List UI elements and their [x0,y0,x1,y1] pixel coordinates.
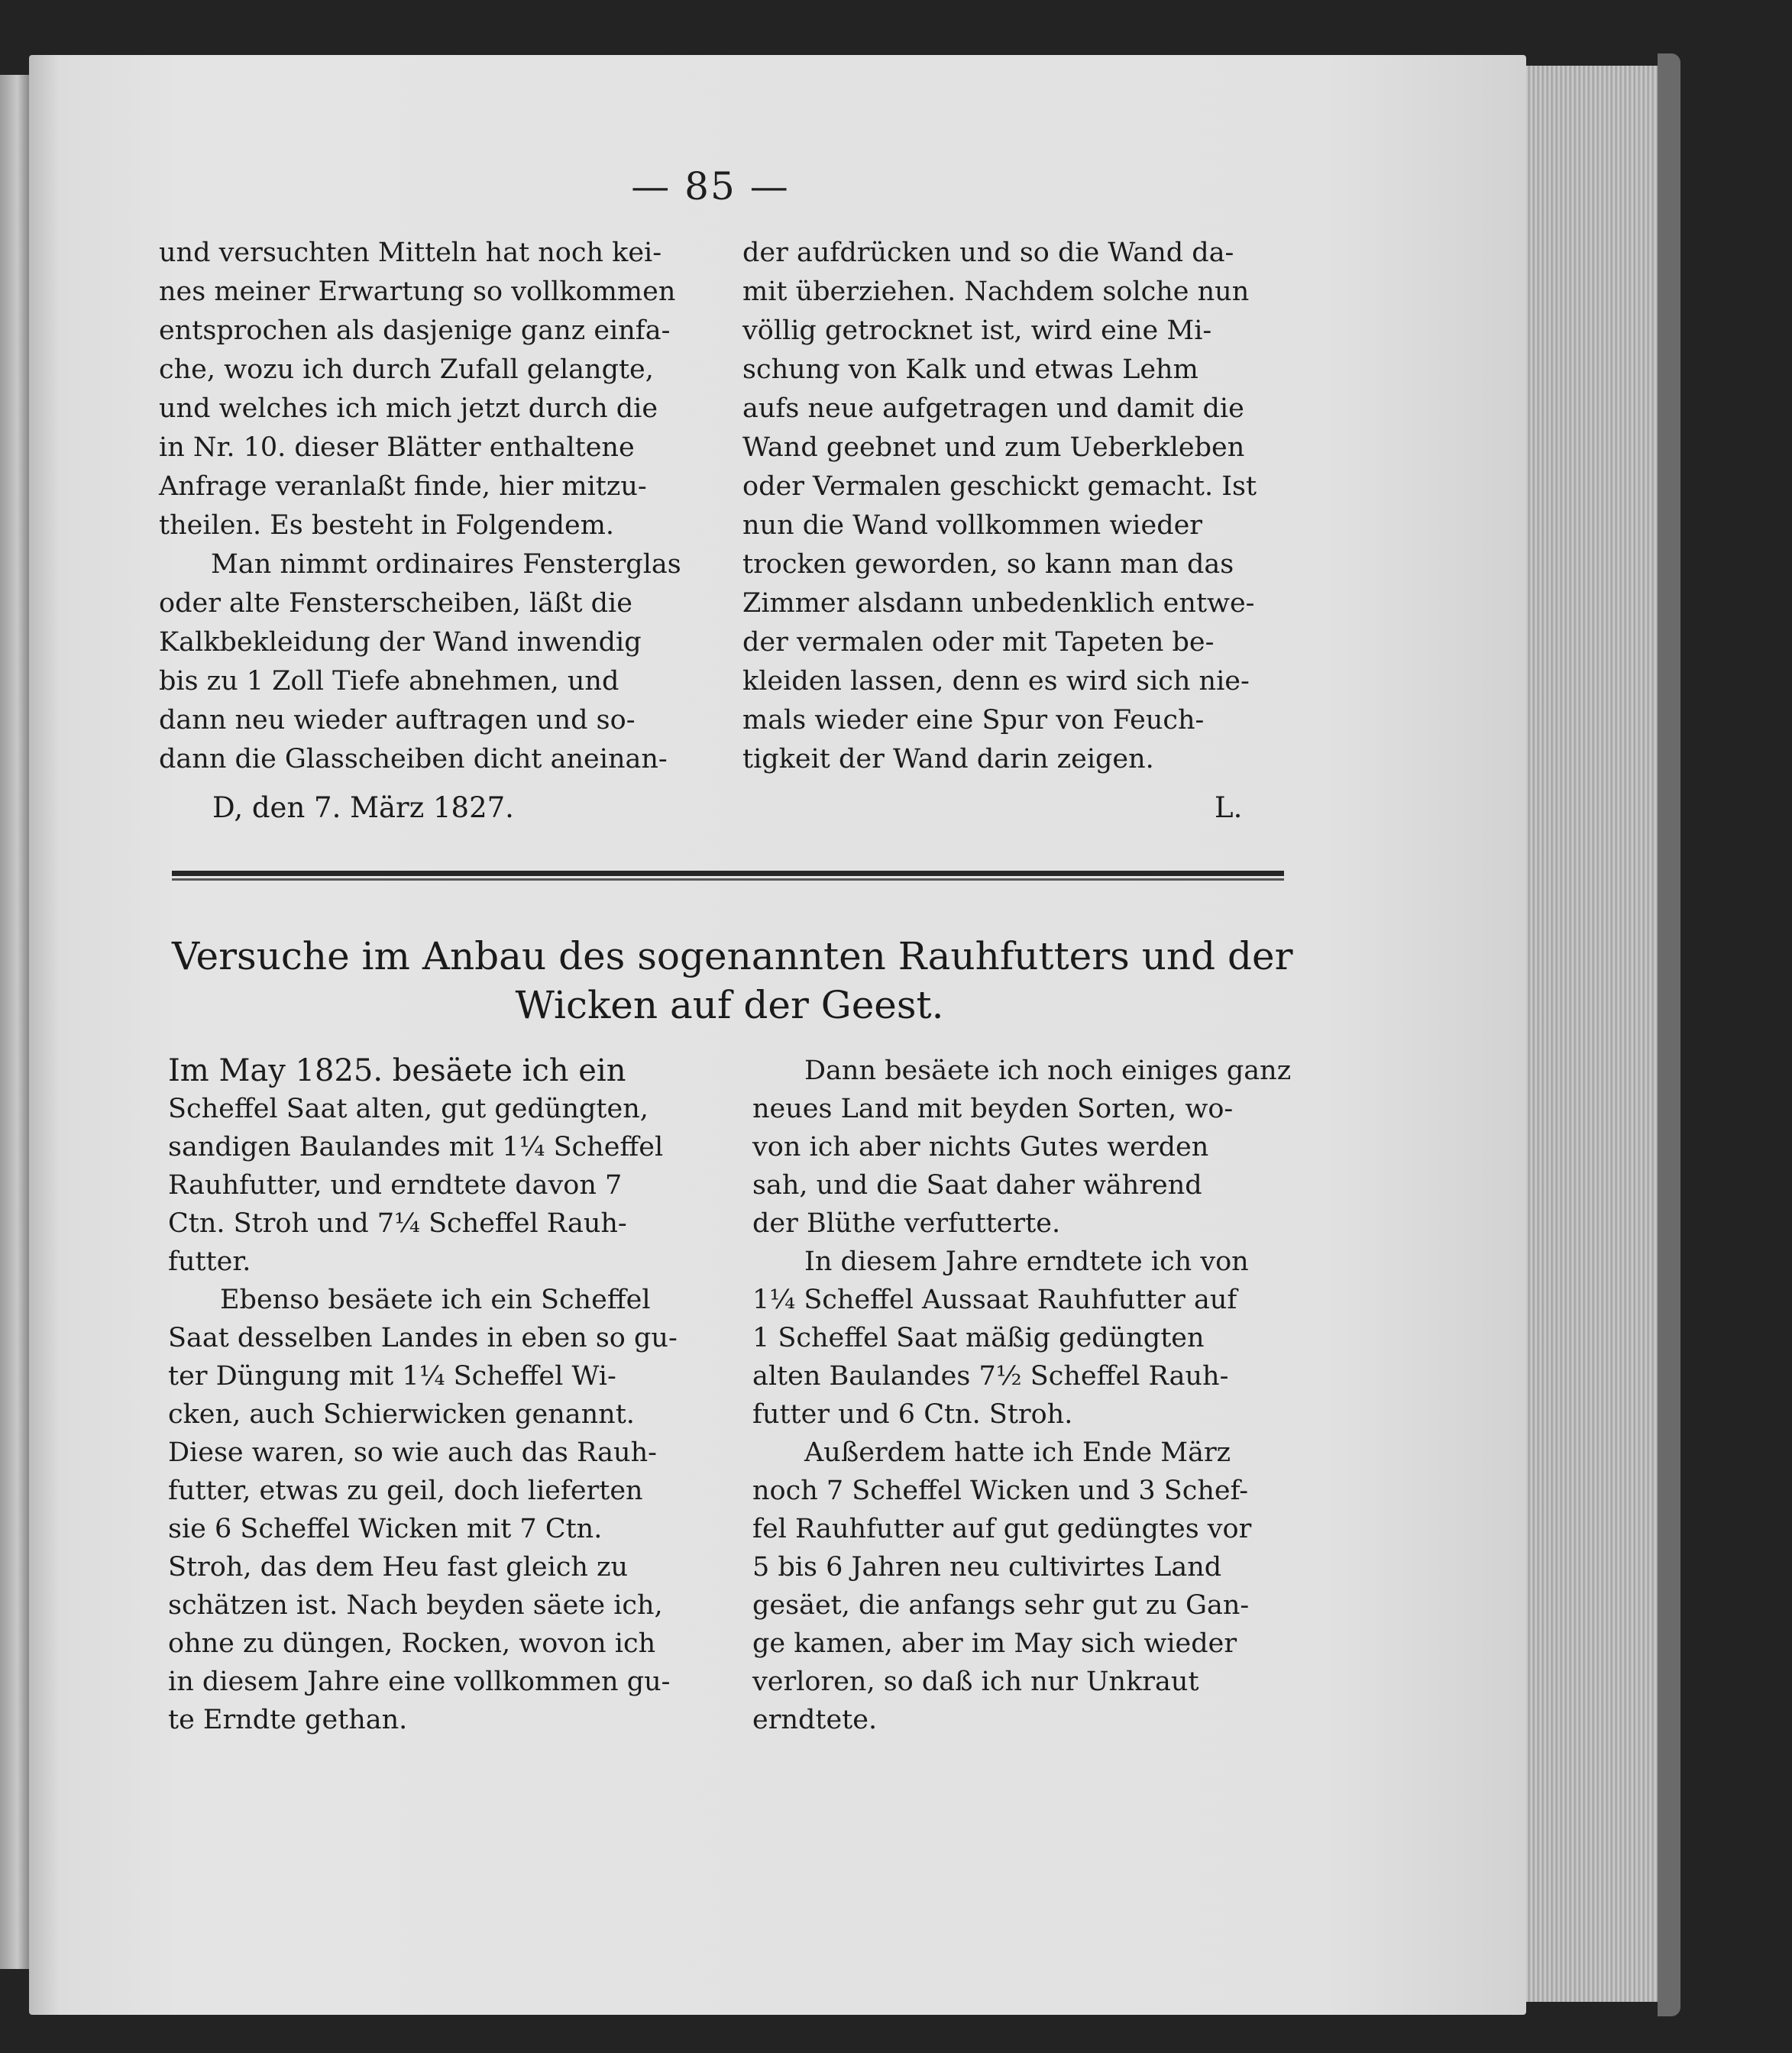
text-line: futter, etwas zu geil, doch lieferten [168,1476,643,1506]
text-line: Kalkbekleidung der Wand inwendig [159,627,642,658]
text-line: von ich aber nichts Gutes werden [752,1132,1209,1162]
text-line: Anfrage veranlaßt finde, hier mitzu- [159,471,647,502]
text-line: Diese waren, so wie auch das Rauh- [168,1437,657,1468]
text-line: schätzen ist. Nach beyden säete ich, [168,1590,663,1621]
text-line: der aufdrücken und so die Wand da- [742,238,1234,268]
book-page-edges [1520,66,1673,2002]
text-line: und versuchten Mitteln hat noch kei- [159,238,662,268]
section-divider [172,871,1284,876]
text-line: Außerdem hatte ich Ende März [804,1437,1231,1468]
text-line: Ebenso besäete ich ein Scheffel [220,1285,651,1315]
text-line: in Nr. 10. dieser Blätter enthaltene [159,432,635,463]
text-line: dann die Glasscheiben dicht aneinan- [159,744,668,774]
text-line: und welches ich mich jetzt durch die [159,393,658,424]
text-line: gesäet, die anfangs sehr gut zu Gan- [752,1590,1250,1621]
section-divider-shadow [172,878,1284,881]
text-line: nes meiner Erwartung so vollkommen [159,276,676,307]
column-1 [159,234,709,779]
text-line: Dann besäete ich noch einiges ganz [804,1056,1292,1086]
text-line: schung von Kalk und etwas Lehm [742,354,1198,385]
author-signature: L. [1215,791,1243,824]
text-line: der vermalen oder mit Tapeten be- [742,627,1215,658]
text-line: te Erndte gethan. [168,1705,408,1735]
text-line: Zimmer alsdann unbedenklich entwe- [742,588,1255,619]
article-title-line-1: Versuche im Anbau des sogenannten Rauhfutters und der [172,934,1293,978]
text-line: ge kamen, aber im May sich wieder [752,1628,1237,1659]
text-line: in diesem Jahre eine vollkommen gu- [168,1667,671,1697]
text-line: Im May 1825. besäete ich ein [168,1053,626,1088]
text-line: 5 bis 6 Jahren neu cultivirtes Land [752,1552,1222,1583]
dateline: D, den 7. März 1827. [212,791,514,824]
text-line: ter Düngung mit 1¼ Scheffel Wi- [168,1361,616,1392]
text-line: Stroh, das dem Heu fast gleich zu [168,1552,629,1583]
text-line: bis zu 1 Zoll Tiefe abnehmen, und [159,666,619,697]
text-line: futter. [168,1246,251,1277]
text-line: sie 6 Scheffel Wicken mit 7 Ctn. [168,1514,603,1544]
text-line: der Blüthe verfutterte. [752,1208,1061,1239]
text-line: mals wieder eine Spur von Feuch- [742,705,1205,736]
text-line: oder alte Fensterscheiben, läßt die [159,588,632,619]
text-line: theilen. Es besteht in Folgendem. [159,510,615,541]
text-line: alten Baulandes 7½ Scheffel Rauh- [752,1361,1229,1392]
text-line: nun die Wand vollkommen wieder [742,510,1203,541]
text-line: dann neu wieder auftragen und so- [159,705,636,736]
column-4 [752,1052,1302,1739]
column-3 [168,1052,718,1739]
text-line: verloren, so daß ich nur Unkraut [752,1667,1199,1697]
text-line: noch 7 Scheffel Wicken und 3 Schef- [752,1476,1249,1506]
text-line: mit überziehen. Nachdem solche nun [742,276,1250,307]
text-line: Rauhfutter, und erndtete davon 7 [168,1170,623,1201]
text-line: Saat desselben Landes in eben so gu- [168,1323,678,1353]
text-line: erndtete. [752,1705,878,1735]
text-line: ohne zu düngen, Rocken, wovon ich [168,1628,656,1659]
column-2 [742,234,1292,779]
text-line: trocken geworden, so kann man das [742,549,1234,580]
text-line: sah, und die Saat daher während [752,1170,1202,1201]
article-title-line-2: Wicken auf der Geest. [515,983,944,1027]
text-line: oder Vermalen geschickt gemacht. Ist [742,471,1257,502]
text-line: 1 Scheffel Saat mäßig gedüngten [752,1323,1205,1353]
page-number: — 85 — [631,164,790,209]
text-line: völlig getrocknet ist, wird eine Mi- [742,315,1212,346]
text-line: Scheffel Saat alten, gut gedüngten, [168,1094,649,1124]
text-line: Wand geebnet und zum Ueberkleben [742,432,1245,463]
text-line: 1¼ Scheffel Aussaat Rauhfutter auf [752,1285,1237,1315]
article-title [172,932,1293,1030]
text-line: tigkeit der Wand darin zeigen. [742,744,1154,774]
text-line: Ctn. Stroh und 7¼ Scheffel Rauh- [168,1208,627,1239]
text-line: neues Land mit beyden Sorten, wo- [752,1094,1234,1124]
text-line: In diesem Jahre erndtete ich von [804,1246,1249,1277]
text-line: Man nimmt ordinaires Fensterglas [211,549,681,580]
text-line: kleiden lassen, denn es wird sich nie- [742,666,1250,697]
text-line: sandigen Baulandes mit 1¼ Scheffel [168,1132,664,1162]
text-line: cken, auch Schierwicken genannt. [168,1399,635,1430]
book-cover-edge [1658,53,1680,2016]
text-line: entsprochen als dasjenige ganz einfa- [159,315,671,346]
text-line: aufs neue aufgetragen und damit die [742,393,1244,424]
text-line: futter und 6 Ctn. Stroh. [752,1399,1073,1430]
text-line: che, wozu ich durch Zufall gelangte, [159,354,654,385]
text-line: fel Rauhfutter auf gut gedüngtes vor [752,1514,1252,1544]
facing-page-edge [0,75,29,1969]
